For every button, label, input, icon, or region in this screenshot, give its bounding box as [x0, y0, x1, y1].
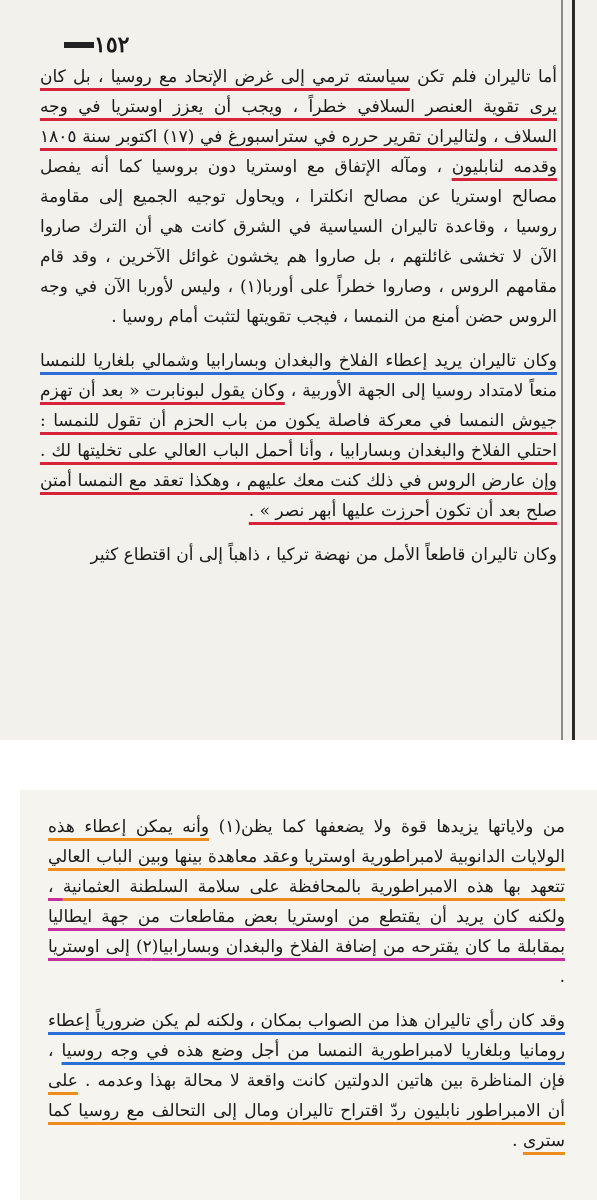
paragraph	[40, 346, 557, 526]
page-edge-line	[561, 0, 563, 740]
text-segment: .	[512, 1131, 523, 1151]
page-number: ١٥٢	[94, 32, 130, 58]
highlighted-text-orange: وأنه يمكن إعطاء هذه الولايات الدانوبية لامبراطورية اوستريا وعقد معاهدة بينها وبين الباب العالي تتعهد بها هذه الامبراطورية بالمحافظة على سلامة السلطنة العثمانية	[48, 817, 566, 897]
paragraph	[40, 62, 557, 332]
book-page-bottom	[20, 790, 597, 1200]
page-body-top	[40, 62, 557, 570]
highlighted-text-orange: على أن الامبراطور نابليون ردّ اقتراح تاليران ومال إلى التحالف مع روسيا كما سترى	[48, 1071, 565, 1151]
highlighted-text-blue: وكان تاليران يريد إعطاء الفلاخ والبغدان وبسارابيا وشمالي بلغاريا للنمسا	[40, 351, 557, 371]
highlighted-text-red: وكان يقول لبونابرت « بعد أن تهزم جيوش النمسا في معركة فاصلة يكون من باب الحزم أن تقول للنمسا : احتلي الفلاخ والبغدان وبسارابيا ، وأنا أحمل الباب العالي على تخليتها لك . وإن عارض الروس في ذلك كنت معك عليهم ، وهكذا تعقد مع النمسا أمتن صلح بعد أن تكون أحرزت عليها أبهر نصر » .	[40, 381, 557, 521]
text-segment: من ولاياتها يزيدها قوة ولا يضعفها كما يظن(١)	[209, 817, 565, 837]
paragraph-gap	[48, 992, 565, 1006]
highlighted-text-magenta: ، ولكنه كان يريد أن يقتطع من اوستريا بعض مقاطعات من جهة ايطاليا بمقابلة ما كان يقترحه من إضافة الفلاخ والبغدان وبسارابيا(٢) إلى اوستريا	[48, 877, 565, 957]
header-rule	[64, 42, 94, 48]
page-header	[58, 32, 129, 58]
text-segment: وكان تاليران قاطعاً الأمل من نهضة تركيا ، ذاهباً إلى أن اقتطاع كثير	[90, 545, 557, 565]
highlighted-text-blue: وقد كان رأي تاليران هذا من الصواب بمكان ، ولكنه لم يكن ضرورياً إعطاء رومانيا وبلغاريا لامبراطورية النمسا من أجل وضع هذه في وجه روسيا	[48, 1011, 565, 1061]
text-segment: ، فإن المناظرة بين هاتين الدولتين كانت واقعة لا محالة بهذا وعدمه .	[48, 1041, 565, 1091]
highlighted-text-red: سياسته ترمي إلى غرض الإتحاد مع روسيا ، بل كان يرى تقوية العنصر السلافي خطراً	[40, 67, 557, 117]
text-segment: ، ومآله الإتفاق مع اوستريا دون بروسيا كما أنه يفصل مصالح اوستريا عن مصالح انكلترا ، ويحاول توجيه الجميع إلى مقاومة روسيا ، وقاعدة تاليران السياسية في الشرق كانت هي أن الترك صاروا الآن لا تخشى غائلتهم ، بل صاروا هم يخشون غوائل الآخرين ، وقد قام مقامهم الروس ، وصاروا خطراً على أوربا(١) ، وليس لأوربا الآن في وجه الروس حضن أمنع من النمسا ، فيجب تقويتها لتثبت أمام روسيا .	[40, 157, 557, 327]
highlighted-text-red: ، ويجب أن يعزز اوستريا في وجه السلاف ، ولتاليران تقرير حرره في ستراسبورغ في (١٧) اكتوبر سنة ١٨٠٥ وقدمه لنابليون	[40, 97, 558, 177]
page-body-bottom	[48, 812, 565, 1156]
paragraph-gap	[40, 526, 557, 540]
book-spine	[572, 0, 575, 740]
paragraph	[40, 540, 557, 570]
text-segment: منعاً لامتداد روسيا إلى الجهة الأوربية ،	[284, 381, 557, 401]
text-segment: أما تاليران فلم تكن	[409, 67, 557, 87]
paragraph	[48, 1006, 565, 1156]
paragraph-gap	[40, 332, 557, 346]
text-segment: .	[559, 967, 565, 987]
paragraph	[48, 812, 565, 992]
